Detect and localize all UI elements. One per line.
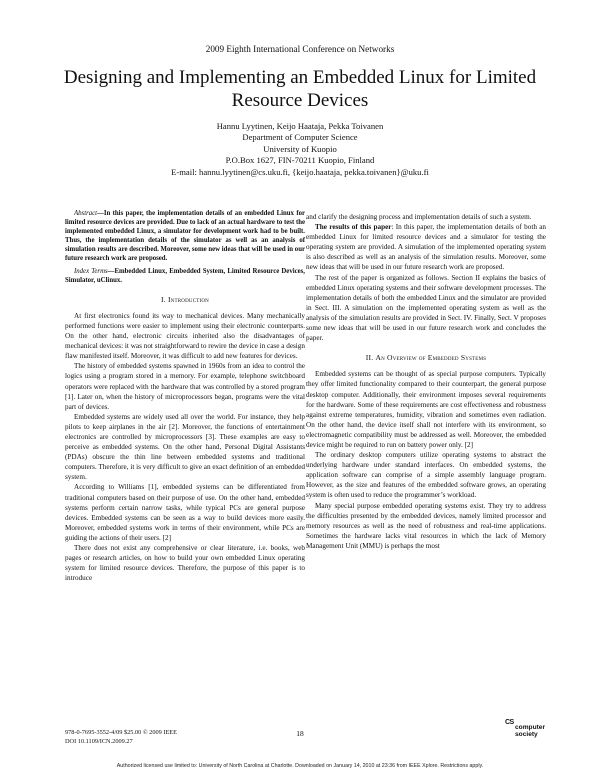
index-terms-text: —Embedded Linux, Embedded System, Limited Resource Devices, Simulator, uClinux. (65, 267, 305, 284)
page-number: 18 (296, 729, 304, 738)
logo-text-line1: computer (515, 724, 546, 731)
index-terms-label: Index Terms (74, 267, 108, 275)
index-terms (65, 267, 305, 285)
organization-paragraph: The rest of the paper is organized as follows. Section II explains the basics of embedded Linux operating systems and their software development processes. The implementation details of both the embedded Linux and the simulator are provided in Sect. III. A simulation on the implemented operating system as well as the analysis of the simulation results are provided in Sect. IV. Finally, Sect. V proposes some new ideas that will be used in our future research work and concludes the paper. (306, 273, 546, 343)
results-text: : In this paper, the implementation details of both an embedded Linux for limited resource devices and a simulator for testing the operating system are provided. A simulation of the implemented operating system is also described as well as an analysis of the simulation results. Moreover, some new ideas that will be used in our future research work are proposed. (306, 223, 546, 272)
footer-isbn: 978-0-7695-3552-4/09 $25.00 © 2009 IEEE (65, 729, 177, 736)
section-2-paragraph: The ordinary desktop computers utilize operating systems to abstract the underlying hardware under standard interfaces. On embedded systems, the application software can comprise of a simple assembly language program. However, as the size and features of the embedded software grows, an operating system is often used to reduce the programmer’s workload. (306, 451, 546, 500)
section-1-paragraph: At first electronics found its way to mechanical devices. Many mechanically performed functions were easier to implement using their electronic counterparts. On the other hand, electronic circuits inherited also the disadvantages of mechanical devices: it was not straightforward to rewire the device in case a design flaw manifested itself. Moreover, it was difficult to add new features for devices. (65, 311, 305, 361)
section-1-number: I. (161, 294, 166, 304)
section-1-paragraph: According to Williams [1], embedded systems can be differentiated from traditional computers based on their purpose of use. On the other hand, embedded systems perform certain narrow tasks, while typical PCs are general purpose devices. Embedded systems can be seen as a way to build devices more easily. Moreover, embedded systems work in terms of their environment, while PCs are guiding the actions of their users. [2] (65, 483, 305, 542)
abstract-text: —In this paper, the implementation details of an embedded Linux for limited resource devices are provided. Due to lack of an actual hardware to test the implemented embedded Linux, a simulator for development work had to be built. Thus, the implementation details of the simulator as well as an analysis of simulation results are described. Moreover, some new ideas that will be used in our future research work are proposed. (65, 210, 305, 263)
section-1-paragraph: There does not exist any comprehensive or clear literature, i.e. books, web pages or research articles, on how to build your own embedded Linux operating system for limited resource devices. Therefore, the purpose of this paper is to introduce (65, 544, 305, 583)
license-notice: Authorized licensed use limited to: University of North Carolina at Charlotte. Downloaded on January 14, 2010 at 23:36 from IEEE Xplore. Restrictions apply. (116, 763, 484, 769)
section-2-paragraph: Embedded systems can be thought of as special purpose computers. Typically they offer limited functionality compared to their counterpart, the general purpose desktop computer. Additionally, their environment imposes several requirements for the hardware. Some of these requirements are cost effectiveness and robustness against extreme temperatures, humidity, vibration and sometimes even radiation. On the other hand, the device itself shall not interfere with its environment, so electromagnetic compatibility must be addressed as well. Moreover, the embedded device might be required to run on battery power only. [2] (306, 370, 546, 449)
section-1-paragraph: The history of embedded systems spawned in 1960s from an idea to control the logics using a program stored in a memory. For example, telephone switchboard operators were replaced with the hardware that was controlled by a stored program [1]. Later on, when the history of microprocessors began, programs were the vital part of devices. (65, 362, 305, 411)
results-label: The results of this paper (315, 223, 392, 232)
section-1-heading (65, 295, 305, 305)
intro-continuation: and clarify the designing process and implementation details of such a system. (306, 213, 532, 221)
author-email: E-mail: hannu.lyytinen@cs.uku.fi, {keijo.haataja, pekka.toivanen}@uku.fi (171, 166, 429, 177)
section-2-title: An Overview of Embedded Systems (375, 353, 487, 363)
computer-society-logo (505, 719, 551, 743)
results-paragraph (306, 222, 546, 272)
logo-text-line2: society (515, 731, 538, 738)
right-column (306, 212, 546, 551)
computer-society-logo-icon: CS (505, 719, 514, 726)
left-column (65, 209, 305, 583)
section-1-paragraph: Embedded systems are widely used all over the world. For instance, they help pilots to keep airplanes in the air [2]. Moreover, the functions of entertainment electronics are controlled by microprocessors [3]. These examples are easy to perceive as embedded systems. On the other hand, Personal Digital Assistants (PDAs) obscure the thin line between embedded systems and traditional computers. Therefore, it is very difficult to give an exact definition of an embedded system. (65, 412, 305, 482)
abstract (65, 209, 305, 264)
section-2-paragraph: Many special purpose embedded operating systems exist. They try to address the difficulties presented by the embedded devices, namely limited processor and memory resources as well as the need of robustness and real-time applications. Sometimes the hardware lacks vital resources in which the lack of Memory Management Unit (MMU) is perhaps the most (306, 501, 546, 550)
section-2-heading (306, 353, 546, 363)
conference-header: 2009 Eighth International Conference on Networks (205, 44, 395, 54)
author-department: Department of Computer Science (242, 132, 358, 143)
abstract-label: Abstract (74, 210, 98, 217)
author-university: University of Kuopio (263, 143, 337, 154)
section-2-number: II. (365, 353, 374, 363)
author-address: P.O.Box 1627, FIN-70211 Kuopio, Finland (225, 155, 375, 166)
section-1-title: Introduction (167, 294, 209, 304)
footer-doi: DOI 10.1109/ICN.2009.27 (65, 737, 133, 745)
author-names: Hannu Lyytinen, Keijo Haataja, Pekka Toivanen (216, 121, 384, 131)
author-block (0, 121, 600, 178)
paper-title: Designing and Implementing an Embedded Linux for Limited Resource Devices (63, 67, 537, 111)
